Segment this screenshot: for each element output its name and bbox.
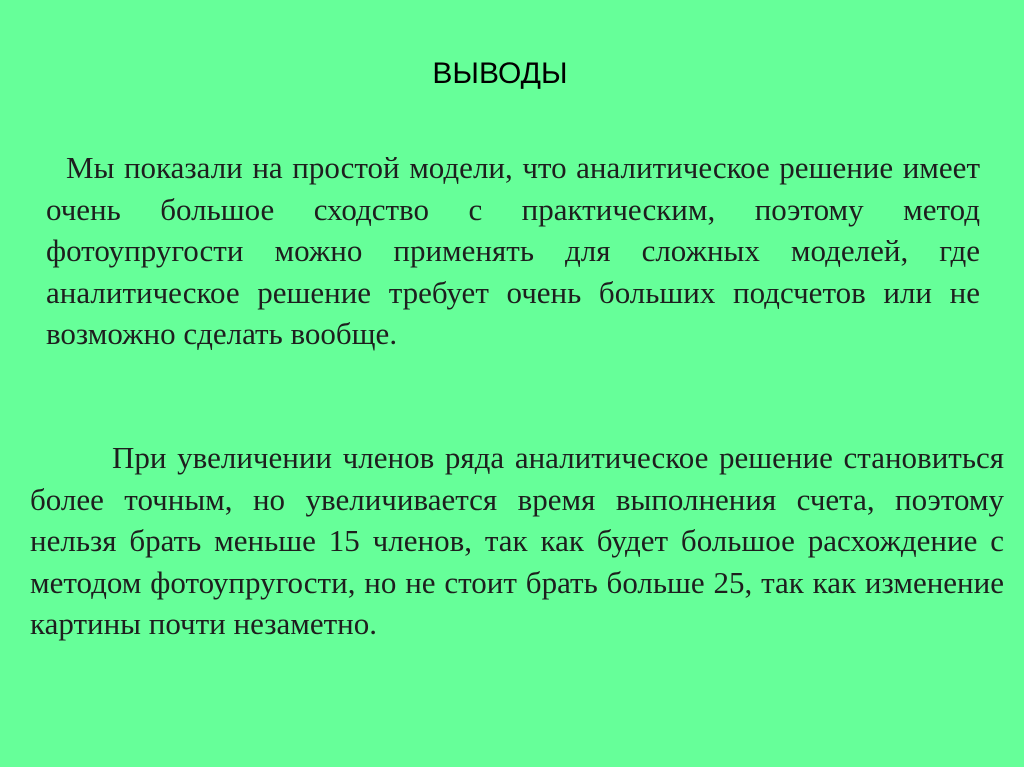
- conclusion-paragraph-1: Мы показали на простой модели, что аналитическое решение имеет очень большое сходство с практическим, поэтому метод фотоупругости можно применять для сложных моделей, где аналитическое решение требует очень больших подсчетов или не возможно сделать вообще.: [46, 150, 980, 351]
- conclusion-paragraph-2: При увеличении членов ряда аналитическое решение становиться более точным, но увеличивается время выполнения счета, поэтому нельзя брать меньше 15 членов, так как будет большое расхождение с методом фотоупругости, но не стоит брать больше 25, так как изменение картины почти незаметно.: [30, 440, 1004, 641]
- slide-title: ВЫВОДЫ: [432, 57, 568, 90]
